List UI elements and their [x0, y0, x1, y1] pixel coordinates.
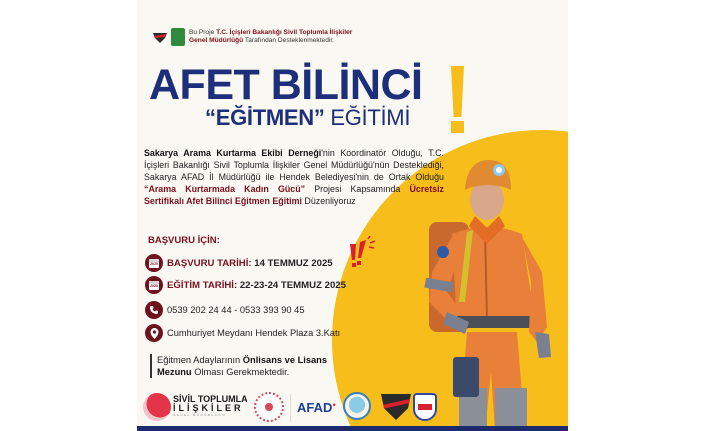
governorate-seal-icon	[254, 392, 284, 422]
poster-subtitle	[205, 106, 410, 130]
para-text-1: 'nin Koordinatör Olduğu, T.C. İçişleri Bakanlığı Sivil Toplumla İlişkiler Genel Müdürlüğü'nün Desteklediği, Sakarya AFAD İl Müdürlüğü ile Hendek Belediyesi'nin de Ortak Olduğu	[144, 148, 444, 183]
note-degree: Önlisans ve Lisans	[242, 355, 328, 365]
requirement-note	[150, 354, 327, 378]
stk-line3: GENEL MÜDÜRLÜĞÜ	[173, 413, 226, 417]
location-pin-icon	[145, 324, 163, 342]
rescuer-illustration	[407, 152, 568, 431]
phone-row	[145, 301, 305, 319]
phone-glyph	[149, 305, 159, 315]
hendek-municipality-logo-icon	[343, 392, 371, 420]
stk-logo-text	[173, 395, 248, 418]
stk-logo-icon	[143, 393, 171, 421]
description-paragraph	[144, 147, 444, 207]
sponsor-ministry: T.C. İçişleri Bakanlığı Sivil Toplumla İlişkiler	[216, 29, 353, 36]
exclamation-dot	[451, 121, 464, 133]
calendar-year: 2025	[149, 259, 159, 268]
sponsor-suffix: Tarafından Desteklenmektedir.	[243, 37, 334, 44]
sponsor-header	[153, 28, 352, 46]
address-text: Cumhuriyet Meydanı Hendek Plaza 3.Katı	[167, 328, 341, 338]
calendar-icon	[145, 276, 163, 294]
training-date-label: EĞİTİM TARİHİ	[167, 279, 234, 291]
application-heading: BAŞVURU İÇİN:	[148, 235, 220, 246]
note-pre: Eğitmen Adaylarının	[157, 355, 243, 365]
red-exclamation-icon	[348, 236, 378, 272]
project-name: “Arama Kurtarmada Kadın Gücü”	[144, 184, 306, 195]
application-date-value: : 14 TEMMUZ 2025	[248, 257, 333, 269]
org-name: Sakarya Arama Kurtarma Ekibi Derneği	[144, 148, 322, 158]
training-date-value: : 22-23-24 TEMMUZ 2025	[233, 279, 346, 291]
note-graduate: Mezunu	[157, 367, 192, 377]
phone-numbers[interactable]: 0539 202 24 44 - 0533 393 90 45	[167, 305, 305, 315]
address-row	[145, 324, 340, 342]
logo-divider	[290, 394, 291, 422]
stk-line2: İLİŞKİLER	[173, 403, 244, 413]
note-post: Olması Gerekmektedir.	[191, 367, 290, 377]
calendar-icon	[145, 254, 163, 272]
subtitle-regular: EĞİTİMİ	[324, 105, 411, 130]
afad-text: AFAD	[297, 400, 333, 415]
application-date-label: BAŞVURU TARİHİ	[167, 257, 249, 269]
sponsor-prefix: Bu Proje	[189, 29, 217, 36]
event-poster	[137, 0, 568, 431]
ministry-logo-icon	[171, 28, 185, 46]
application-date-row	[145, 254, 333, 272]
stk-line1: SİVİL TOPLUMLA	[173, 394, 248, 404]
training-name: Ücretsiz Sertifikalı Afet Bilinci Eğitmen Eğitimi	[144, 184, 444, 207]
sponsor-directorate: Genel Müdürlüğü	[189, 37, 244, 44]
calendar-year: 2025	[149, 281, 159, 290]
sake-logo-icon	[153, 31, 167, 43]
poster-title: AFET BİLİNCİ	[149, 61, 423, 109]
bottom-band	[137, 426, 568, 431]
afad-logo: AFAD●	[297, 400, 337, 415]
partner-logos	[137, 388, 437, 424]
sponsor-text	[189, 29, 352, 45]
phone-icon	[145, 301, 163, 319]
para-text-3: Düzenliyoruz	[301, 196, 356, 207]
training-date-row	[145, 276, 346, 294]
para-text-2: Projesi Kapsamında	[305, 184, 410, 195]
subtitle-bold: “EĞİTMEN”	[205, 105, 325, 130]
pin-glyph	[150, 328, 159, 339]
exclamation-mark-icon	[451, 66, 464, 117]
